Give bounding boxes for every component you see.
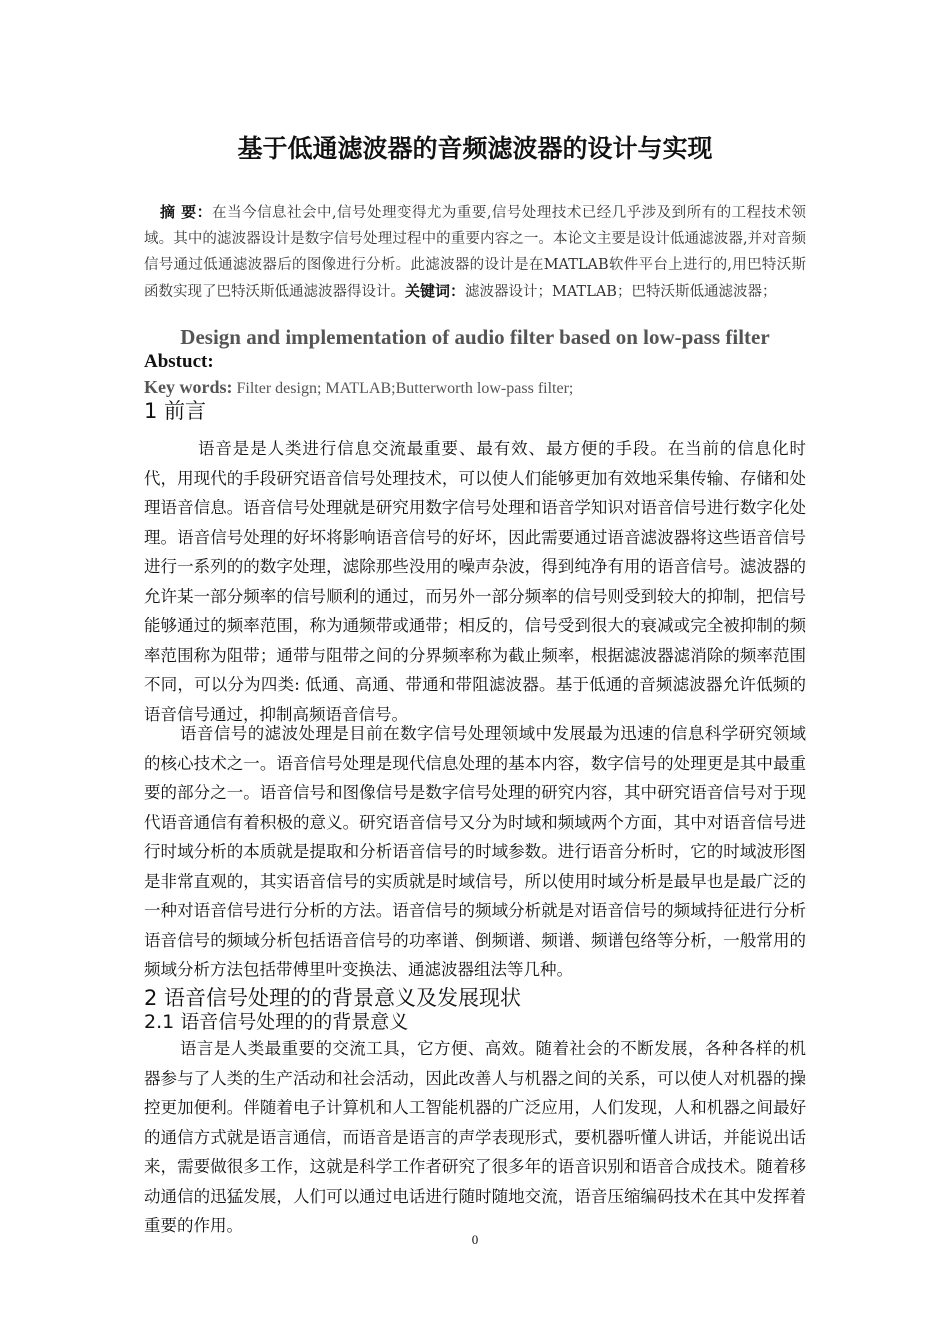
keywords-label: 关键词：: [405, 282, 466, 300]
section-2-1-heading: 2.1 语音信号处理的的背景意义: [144, 1011, 409, 1033]
chinese-abstract: [144, 199, 806, 305]
english-keywords-label: Key words:: [144, 377, 233, 397]
document-title: 基于低通滤波器的音频滤波器的设计与实现: [237, 134, 713, 163]
abstract-label: 摘 要：: [160, 203, 213, 221]
section-1-heading: 1 前言: [144, 399, 207, 423]
abstract-body: 在当今信息社会中,信号处理变得尤为重要,信号处理技术已经几乎涉及到所有的工程技术领域。其中的滤波器设计是数字信号处理过程中的重要内容之一。本论文主要是设计低通滤波器,并对音频信号通过低通滤波器后的图像进行分析。此滤波器的设计是在MATLAB软件平台上进行的,用巴特沃斯函数实现了巴特沃斯低通滤波器得设计。: [144, 205, 806, 300]
english-keywords-text: Filter design; MATLAB;Butterworth low-pass filter;: [232, 380, 574, 397]
english-keywords: [144, 374, 573, 402]
section-2-1-paragraph-1: 语言是人类最重要的交流工具，它方便、高效。随着社会的不断发展，各种各样的机器参与了人类的生产活动和社会活动，因此改善人与机器之间的关系，可以使人对机器的操控更加便利。伴随着电子计算机和人工智能机器的广泛应用，人们发现，人和机器之间最好的通信方式就是语言通信，而语音是语言的声学表现形式，要机器听懂人讲话，并能说出话来，需要做很多工作，这就是科学工作者研究了很多年的语音识别和语音合成技术。随着移动通信的迅猛发展，人们可以通过电话进行随时随地交流，语音压缩编码技术在其中发挥着重要的作用。: [144, 1039, 806, 1235]
section-1-paragraph-1: 语音是是人类进行信息交流最重要、最有效、最方便的手段。在当前的信息化时代，用现代的手段研究语音信号处理技术，可以使人们能够更加有效地采集传输、存储和处理语音信息。语音信号处理就是研究用数字信号处理和语音学知识对语音信号进行数字化处理。语音信号处理的好坏将影响语音信号的好坏，因此需要通过语音滤波器将这些语音信号进行一系列的的数字处理，滤除那些没用的噪声杂波，得到纯净有用的语音信号。滤波器的允许某一部分频率的信号顺利的通过，而另外一部分频率的信号则受到较大的抑制，把信号能够通过的频率范围，称为通频带或通带；相反的，信号受到很大的衰减或完全被抑制的频率范围称为阻带；通带与阻带之间的分界频率称为截止频率，根据滤波器滤消除的频率范围不同，可以分为四类: 低通、高通、带通和带阻滤波器。基于低通的音频滤波器允许低频的语音信号通过，抑制高频语音信号。: [144, 439, 806, 724]
english-abstract-label: Abstuct:: [144, 351, 214, 372]
section-1-paragraph-2: 语音信号的滤波处理是目前在数字信号处理领域中发展最为迅速的信息科学研究领域的核心技术之一。语音信号处理是现代信息处理的基本内容，数字信号的处理更是其中最重要的部分之一。语音信号和图像信号是数字信号处理的研究内容，其中研究语音信号对于现代语音通信有着积极的意义。研究语音信号又分为时域和频域两个方面，其中对语音信号进行时域分析的本质就是提取和分析语音信号的时域参数。进行语音分析时，它的时域波形图是非常直观的，其实语音信号的实质就是时域信号，所以使用时域分析是最早也是最广泛的一种对语音信号进行分析的方法。语音信号的频域分析就是对语音信号的频域持征进行分析语音信号的频域分析包括语音信号的功率谱、倒频谱、频谱、频谱包络等分析，一般常用的频域分析方法包括带傅里叶变换法、通滤波器组法等几种。: [144, 724, 806, 979]
keywords-text: 滤波器设计；MATLAB；巴特沃斯低通滤波器；: [465, 284, 777, 300]
section-2-heading: 2 语音信号处理的的背景意义及发展现状: [144, 986, 522, 1010]
english-title: Design and implementation of audio filter based on low-pass filter: [180, 325, 770, 349]
page-number: 0: [471, 1232, 479, 1247]
